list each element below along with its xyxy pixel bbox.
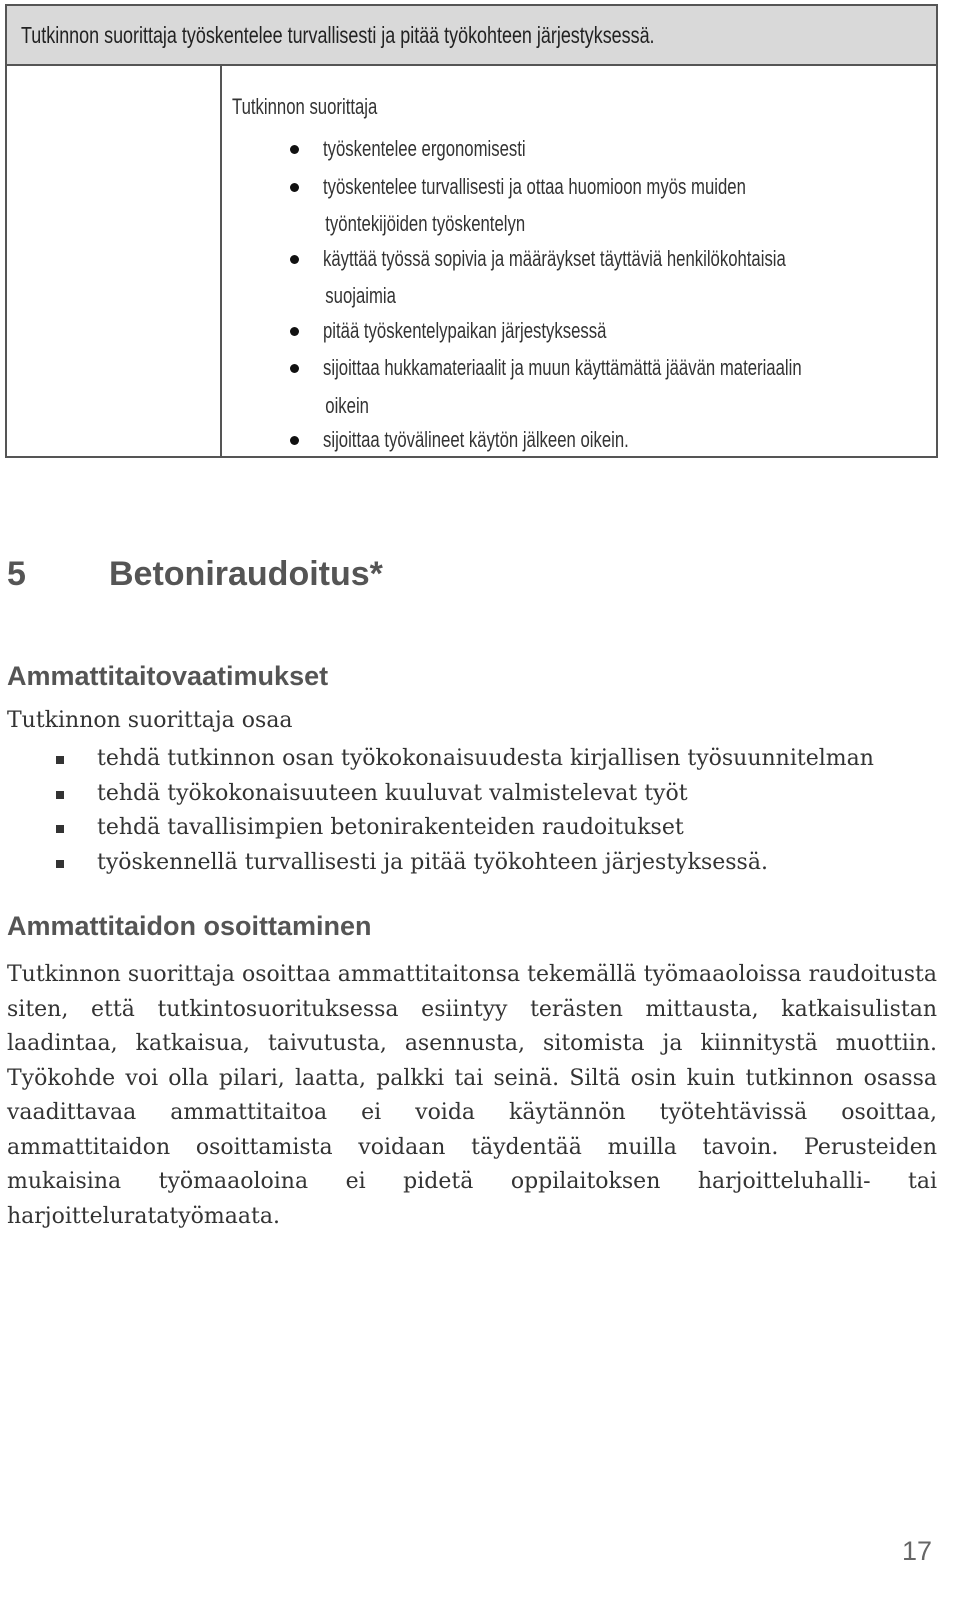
requirement-item bbox=[0, 777, 874, 812]
bullet-icon bbox=[290, 364, 299, 373]
demonstration-paragraph: Tutkinnon suorittaja osoittaa ammattitaitonsa tekemällä työmaaoloissa raudoitusta siten, että tutkintosuorituksessa esiintyy terästen mittausta, katkaisulistan laadintaa, katkaisua, taivutusta, asennusta, sitomista ja kiinnitystä muottiin. Työkohde voi olla pilari, laatta, palkki tai seinä. Siltä osin kuin tutkinnon osassa vaadittavaa ammattitaitoa ei voida käytännön työtehtävissä osoittaa, ammattitaidon osoittamista voidaan täydentää muilla tavoin. Perusteiden mukaisina työmaaoloina ei pidetä oppilaitoksen harjoitteluhalli- tai harjoitteluratatyömaata. bbox=[7, 962, 937, 1229]
criteria-item bbox=[222, 314, 953, 352]
requirements-list bbox=[0, 742, 874, 880]
criteria-item bbox=[222, 423, 953, 461]
criteria-item-text: työskentelee ergonomisesti bbox=[323, 136, 526, 161]
bullet-icon bbox=[290, 255, 299, 264]
criteria-item-text-cont: suojaimia bbox=[325, 283, 396, 308]
square-bullet-icon bbox=[56, 791, 64, 799]
criteria-item-text: sijoittaa työvälineet käytön jälkeen oikein. bbox=[323, 427, 629, 452]
bullet-icon bbox=[290, 145, 299, 154]
requirement-item bbox=[0, 846, 874, 881]
section-number: 5 bbox=[7, 555, 26, 593]
criteria-item-text-cont: työntekijöiden työskentelyn bbox=[325, 211, 526, 236]
criteria-table-left-cell bbox=[7, 64, 222, 456]
square-bullet-icon bbox=[56, 860, 64, 868]
criteria-table-body bbox=[7, 64, 936, 456]
page-number: 17 bbox=[901, 1536, 932, 1566]
criteria-item-text: pitää työskentelypaikan järjestyksessä bbox=[323, 317, 607, 343]
bullet-icon bbox=[290, 436, 299, 445]
criteria-item-text: käyttää työssä sopivia ja määräykset täyttäviä henkilökohtaisia bbox=[323, 245, 786, 271]
requirement-item bbox=[0, 811, 874, 846]
square-bullet-icon bbox=[56, 825, 64, 833]
requirement-item bbox=[0, 742, 874, 777]
criteria-table-right-cell bbox=[222, 64, 936, 456]
criteria-item bbox=[222, 351, 953, 423]
section-title bbox=[7, 555, 383, 594]
criteria-item bbox=[222, 170, 953, 242]
requirement-text: tehdä tavallisimpien betonirakenteiden raudoitukset bbox=[97, 815, 684, 840]
requirements-heading: Ammattitaitovaatimukset bbox=[7, 661, 329, 691]
criteria-item-text-cont: oikein bbox=[325, 392, 369, 418]
demonstration-heading: Ammattitaidon osoittaminen bbox=[7, 911, 372, 941]
criteria-table bbox=[5, 4, 938, 458]
requirement-text: tehdä työkokonaisuuteen kuuluvat valmistelevat työt bbox=[97, 780, 688, 806]
criteria-header-text: Tutkinnon suorittaja työskentelee turvallisesti ja pitää työkohteen järjestyksessä. bbox=[21, 21, 655, 48]
square-bullet-icon bbox=[56, 756, 64, 764]
bullet-icon bbox=[290, 327, 299, 336]
bullet-icon bbox=[290, 183, 299, 192]
criteria-item bbox=[222, 242, 953, 314]
requirement-text: tehdä tutkinnon osan työkokonaisuudesta kirjallisen työsuunnitelman bbox=[97, 746, 874, 771]
criteria-item bbox=[222, 132, 953, 170]
criteria-list bbox=[222, 132, 953, 461]
criteria-lead: Tutkinnon suorittaja bbox=[232, 94, 378, 119]
section-title-text: Betoniraudoitus* bbox=[109, 555, 383, 593]
requirements-lead: Tutkinnon suorittaja osaa bbox=[7, 708, 293, 733]
criteria-item-text: työskentelee turvallisesti ja ottaa huomioon myös muiden bbox=[323, 173, 746, 199]
requirement-text: työskennellä turvallisesti ja pitää työkohteen järjestyksessä. bbox=[97, 849, 768, 875]
criteria-table-header bbox=[7, 6, 936, 66]
criteria-item-text: sijoittaa hukkamateriaalit ja muun käyttämättä jäävän materiaalin bbox=[323, 355, 802, 380]
